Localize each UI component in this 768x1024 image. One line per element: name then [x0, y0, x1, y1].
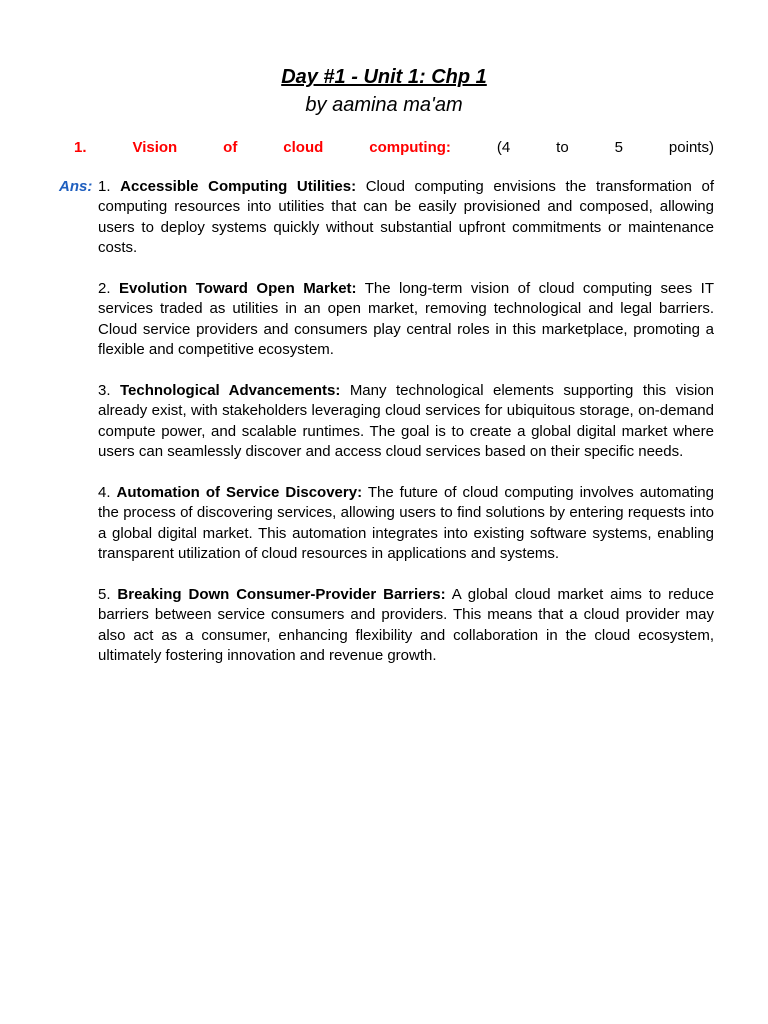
question-word: Vision	[132, 139, 178, 156]
question-line	[74, 138, 714, 158]
answer-item-number: 2.	[98, 280, 111, 298]
answer-item-heading: Evolution Toward Open Market:	[118, 280, 357, 298]
document-author: by aamina ma'am	[305, 94, 463, 116]
answer-item-heading: Technological Advancements:	[119, 382, 341, 400]
answer-list	[98, 177, 714, 687]
answer-item	[98, 279, 714, 361]
answer-label: Ans:	[59, 178, 93, 195]
answer-item-heading: Accessible Computing Utilities:	[120, 178, 357, 195]
question-points-word: 5	[614, 139, 623, 156]
answer-item	[98, 585, 714, 667]
answer-item-text: The future of cloud computing involves automating the process of discovering services, allowing users to find solutions by entering requests into a global digital market. This automation integrates into existing software systems, enabling transparent utilization of cloud resources in applications and systems.	[98, 484, 714, 563]
answer-item-text: Cloud computing envisions the transformation of computing resources into utilities that can be easily provisioned and composed, allowing users to deploy systems quickly without substantial upfront commitments or maintenance costs.	[98, 178, 714, 257]
answer-item	[98, 381, 714, 463]
document-title: Day #1 - Unit 1: Chp 1	[281, 66, 487, 88]
question-points-word: points)	[668, 139, 714, 156]
question-points-word: to	[556, 139, 569, 156]
answer-item-number: 1.	[98, 178, 111, 195]
answer-item-text: Many technological elements supporting this vision already exist, with stakeholders leveraging cloud services for ubiquitous storage, on-demand compute power, and scalable runtimes. The goal is to create a global digital market where users can seamlessly discover and access cloud services based on their specific needs.	[98, 382, 714, 461]
question-number: 1.	[74, 139, 87, 156]
question-word: cloud	[283, 139, 324, 156]
question-points-word: (4	[496, 139, 511, 156]
answer-item-text: The long-term vision of cloud computing sees IT services traded as utilities in an open market, removing technological and legal barriers. Cloud service providers and consumers play central roles in this marketplace, promoting a flexible and competitive ecosystem.	[98, 280, 714, 359]
answer-item-number: 3.	[98, 382, 111, 400]
answer-item-number: 5.	[98, 586, 111, 604]
question-word: computing:	[369, 139, 451, 156]
answer-item	[98, 483, 714, 565]
question-word: of	[223, 139, 238, 156]
answer-item-heading: Automation of Service Discovery:	[116, 484, 363, 502]
answer-item-text: A global cloud market aims to reduce barriers between service consumers and providers. This means that a cloud provider may also act as a consumer, enhancing flexibility and collaboration in the cloud ecosystem, ultimately fostering innovation and revenue growth.	[98, 586, 714, 665]
answer-item	[98, 177, 714, 259]
answer-item-number: 4.	[98, 484, 111, 502]
answer-item-heading: Breaking Down Consumer-Provider Barriers:	[117, 586, 446, 604]
